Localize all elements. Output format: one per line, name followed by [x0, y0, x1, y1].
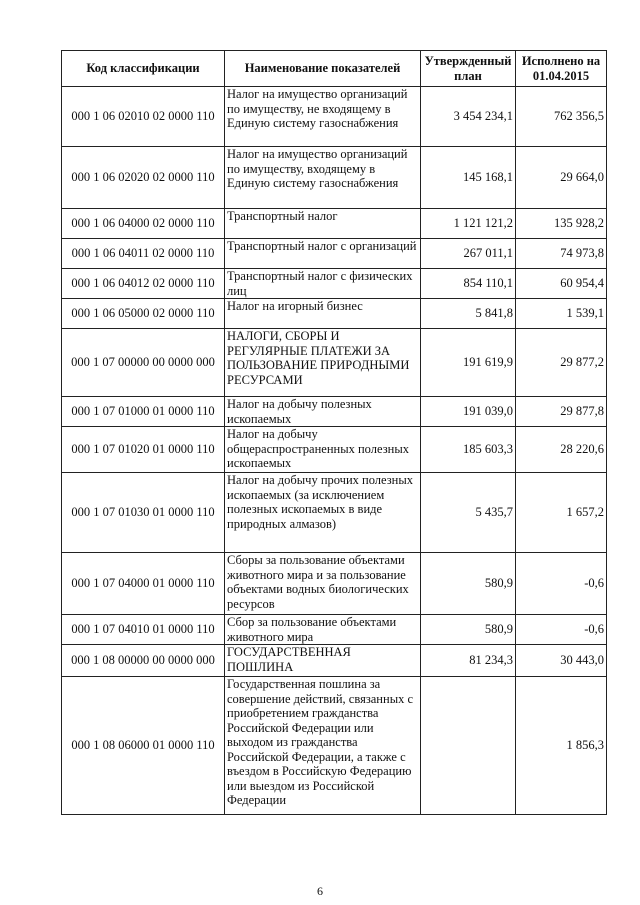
table-row — [62, 209, 607, 239]
cell-done: 1 856,3 — [516, 677, 607, 815]
table-row — [62, 239, 607, 269]
cell-done: 74 973,8 — [516, 239, 607, 269]
cell-code: 000 1 06 04000 02 0000 110 — [62, 209, 225, 239]
table-row — [62, 473, 607, 553]
cell-code: 000 1 07 04000 01 0000 110 — [62, 553, 225, 615]
budget-table — [61, 50, 607, 815]
cell-name: ГОСУДАРСТВЕННАЯ ПОШЛИНА — [225, 645, 421, 677]
cell-code: 000 1 07 01030 01 0000 110 — [62, 473, 225, 553]
cell-name: Налог на добычу полезных ископаемых — [225, 397, 421, 427]
cell-done: 29 664,0 — [516, 147, 607, 209]
header-code: Код классификации — [62, 51, 225, 87]
cell-name: Налог на добычу общераспространенных полезных ископаемых — [225, 427, 421, 473]
cell-done: -0,6 — [516, 615, 607, 645]
cell-done: 29 877,8 — [516, 397, 607, 427]
cell-plan: 145 168,1 — [421, 147, 516, 209]
table-row — [62, 553, 607, 615]
cell-name: Налог на игорный бизнес — [225, 299, 421, 329]
table-row — [62, 87, 607, 147]
cell-done: 135 928,2 — [516, 209, 607, 239]
cell-code: 000 1 08 00000 00 0000 000 — [62, 645, 225, 677]
cell-code: 000 1 06 04011 02 0000 110 — [62, 239, 225, 269]
header-row — [62, 51, 607, 87]
cell-plan: 185 603,3 — [421, 427, 516, 473]
cell-plan: 81 234,3 — [421, 645, 516, 677]
cell-plan: 1 121 121,2 — [421, 209, 516, 239]
cell-name: Налог на имущество организаций по имуществу, входящему в Единую систему газоснабжения — [225, 147, 421, 209]
header-plan: Утвержденный план — [421, 51, 516, 87]
cell-done: 1 539,1 — [516, 299, 607, 329]
header-done: Исполнено на 01.04.2015 — [516, 51, 607, 87]
cell-code: 000 1 07 00000 00 0000 000 — [62, 329, 225, 397]
table-row — [62, 427, 607, 473]
cell-name: Транспортный налог — [225, 209, 421, 239]
cell-name: Налог на имущество организаций по имуществу, не входящему в Единую систему газоснабжения — [225, 87, 421, 147]
cell-done: 28 220,6 — [516, 427, 607, 473]
cell-plan: 191 619,9 — [421, 329, 516, 397]
cell-plan: 3 454 234,1 — [421, 87, 516, 147]
cell-done: -0,6 — [516, 553, 607, 615]
cell-code: 000 1 08 06000 01 0000 110 — [62, 677, 225, 815]
cell-done: 762 356,5 — [516, 87, 607, 147]
cell-name: Сборы за пользование объектами животного мира и за пользование объектами водных биологических ресурсов — [225, 553, 421, 615]
table-row — [62, 147, 607, 209]
cell-done: 30 443,0 — [516, 645, 607, 677]
table-row — [62, 299, 607, 329]
table-row — [62, 397, 607, 427]
page-number: 6 — [317, 884, 323, 898]
cell-plan: 854 110,1 — [421, 269, 516, 299]
cell-code: 000 1 06 04012 02 0000 110 — [62, 269, 225, 299]
cell-name: Налог на добычу прочих полезных ископаемых (за исключением полезных ископаемых в виде природных алмазов) — [225, 473, 421, 553]
cell-done: 29 877,2 — [516, 329, 607, 397]
cell-plan: 580,9 — [421, 615, 516, 645]
table-row — [62, 329, 607, 397]
cell-name: Транспортный налог с физических лиц — [225, 269, 421, 299]
cell-code: 000 1 07 01000 01 0000 110 — [62, 397, 225, 427]
cell-plan — [421, 677, 516, 815]
cell-done: 60 954,4 — [516, 269, 607, 299]
cell-done: 1 657,2 — [516, 473, 607, 553]
cell-code: 000 1 07 04010 01 0000 110 — [62, 615, 225, 645]
table-row — [62, 615, 607, 645]
cell-name: НАЛОГИ, СБОРЫ И РЕГУЛЯРНЫЕ ПЛАТЕЖИ ЗА ПОЛЬЗОВАНИЕ ПРИРОДНЫМИ РЕСУРСАМИ — [225, 329, 421, 397]
table-row — [62, 677, 607, 815]
cell-code: 000 1 06 05000 02 0000 110 — [62, 299, 225, 329]
cell-code: 000 1 06 02010 02 0000 110 — [62, 87, 225, 147]
cell-plan: 5 841,8 — [421, 299, 516, 329]
cell-code: 000 1 06 02020 02 0000 110 — [62, 147, 225, 209]
cell-name: Сбор за пользование объектами животного мира — [225, 615, 421, 645]
cell-name: Транспортный налог с организаций — [225, 239, 421, 269]
cell-plan: 191 039,0 — [421, 397, 516, 427]
table-row — [62, 645, 607, 677]
header-name: Наименование показателей — [225, 51, 421, 87]
cell-plan: 580,9 — [421, 553, 516, 615]
cell-plan: 267 011,1 — [421, 239, 516, 269]
cell-name: Государственная пошлина за совершение действий, связанных с приобретением гражданства Российской Федерации или выходом из гражданства Российской Федерации, а также с въездом в Российскую Федерацию или выездом из Российской Федерации — [225, 677, 421, 815]
cell-plan: 5 435,7 — [421, 473, 516, 553]
cell-code: 000 1 07 01020 01 0000 110 — [62, 427, 225, 473]
table-row — [62, 269, 607, 299]
